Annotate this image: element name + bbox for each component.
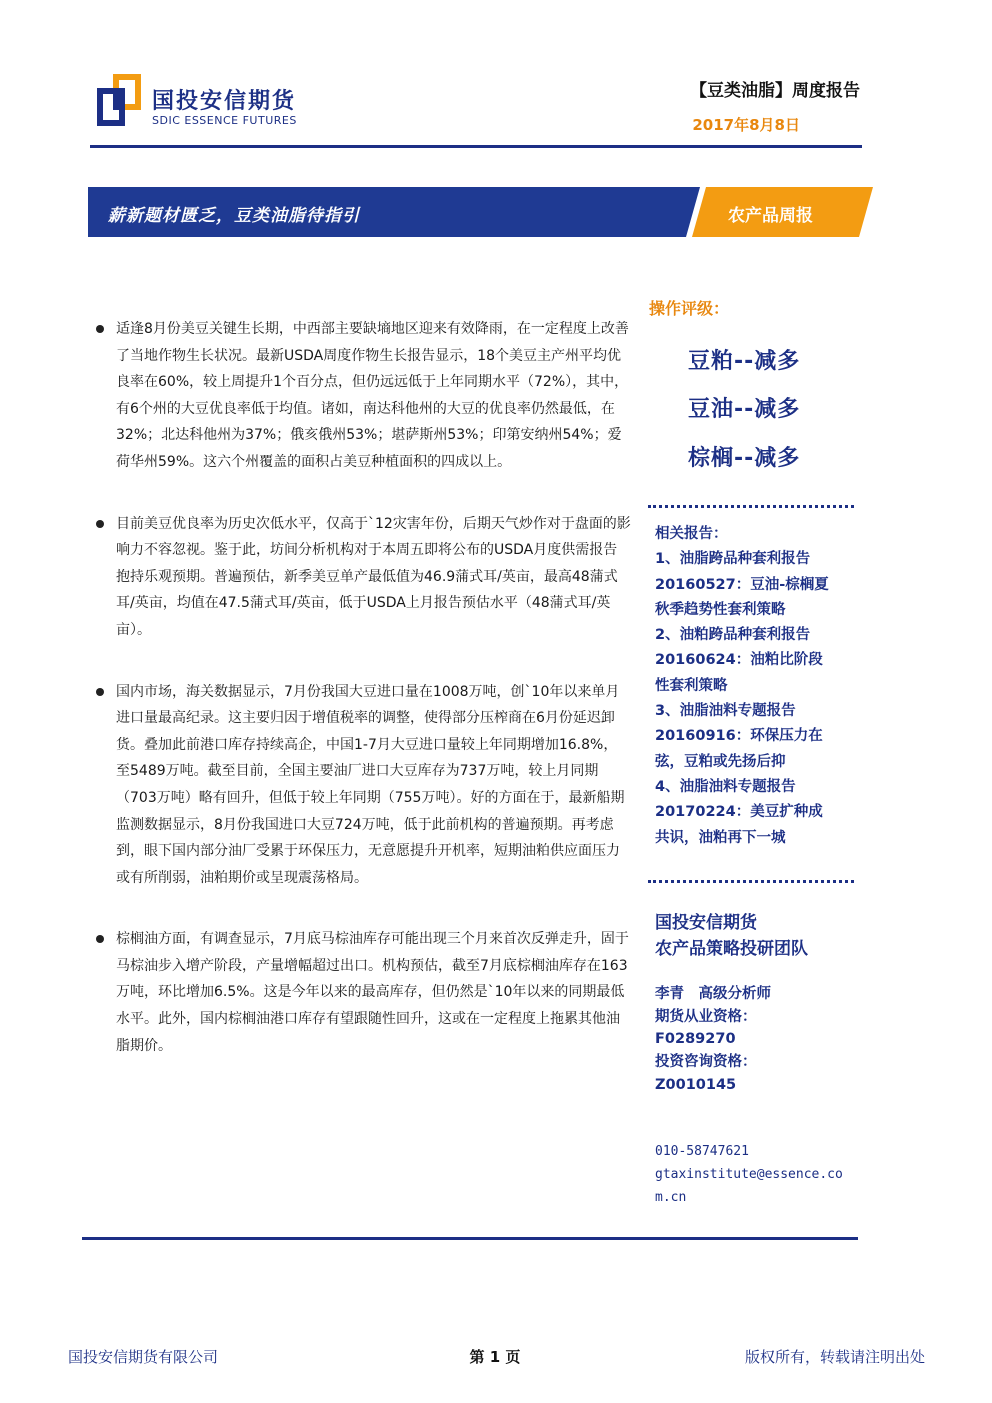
related-line: 秋季趋势性套利策略: [655, 601, 786, 618]
footer-divider: [82, 1237, 858, 1240]
paragraph-text: 目前美豆优良率为历史次低水平，仅高于`12灾害年份，后期天气炒作对于盘面的影响力不容忽视。鉴于此，坊间分析机构对于本周五即将公布的USDA月度供需报告抱持乐观预期。普遍预估，新季美豆单产最低值为46.9蒲式耳/英亩，最高48蒲式耳/英亩，均值在47.5蒲式耳/英亩，低于USDA上月报告预估水平（48蒲式耳/英亩）。: [116, 515, 631, 638]
related-line: 20160624：油粕比阶段: [655, 652, 823, 669]
related-line: 共识，油粕再下一城: [655, 829, 786, 846]
related-line: 1、油脂跨品种套利报告: [655, 551, 811, 568]
bullet-icon: [96, 935, 104, 943]
related-reports: [655, 522, 865, 851]
paragraph-text: 国内市场，海关数据显示，7月份我国大豆进口量在1008万吨，创`10年以来单月进口量最高纪录。这主要归因于增值税率的调整，使得部分压榨商在6月份延迟卸货。叠加此前港口库存持续高企，中国1-7月大豆进口量较上年同期增加16.8%，至5489万吨。截至目前，全国主要油厂进口大豆库存为737万吨，较上月同期（703万吨）略有回升，但低于较上年同期（755万吨）。好的方面在于，最新船期监测数据显示，8月份我国进口大豆724万吨，低于此前机构的普遍预期。再考虑到，眼下国内部分油厂受累于环保压力，无意愿提升开机率，短期油粕供应面压力或有所削弱，油粕期价或呈现震荡格局。: [116, 683, 625, 886]
email-address[interactable]: gtaxinstitute@essence.com.cn: [655, 1167, 843, 1205]
analyst-name: 李青 高级分析师: [655, 986, 771, 1002]
consulting-qualification-number: Z0010145: [655, 1076, 737, 1093]
rating-soyoil: 豆油--减多: [688, 397, 801, 422]
related-line: 性套利策略: [655, 677, 728, 694]
research-team: [655, 910, 808, 962]
paragraph-text: 适逢8月份美豆关键生长期，中西部主要缺墒地区迎来有效降雨，在一定程度上改善了当地作物生长状况。最新USDA周度作物生长报告显示，18个美豆主产州平均优良率在60%，较上周提升1个百分点，但仍远远低于上年同期水平（72%），其中，有6个州的大豆优良率低于均值。诸如，南达科他州的大豆的优良率仍然最低，在32%；北达科他州为37%；俄亥俄州53%；堪萨斯州53%；印第安纳州54%；爱荷华州59%。这六个州覆盖的面积占美豆种植面积的四成以上。: [116, 321, 629, 470]
main-content: [96, 316, 631, 1094]
phone-number: 010-58747621: [655, 1144, 749, 1159]
footer-copyright: 版权所有，转载请注明出处: [744, 1348, 925, 1366]
logo-english-name: SDIC ESSENCE FUTURES: [152, 114, 297, 127]
related-line: 2、油粕跨品种套利报告: [655, 627, 811, 644]
body-paragraph: [96, 679, 631, 892]
sidebar-divider: [648, 880, 854, 883]
team-name: 农产品策略投研团队: [655, 939, 808, 959]
related-line: 20160527：豆油-棕榈夏: [655, 576, 829, 593]
footer-company: 国投安信期货有限公司: [68, 1348, 219, 1366]
rating-soymeal: 豆粕--减多: [688, 349, 801, 374]
body-paragraph: [96, 316, 631, 476]
bullet-icon: [96, 688, 104, 696]
report-date: 2017年8月8日: [692, 116, 800, 134]
company-logo-icon: [97, 74, 141, 126]
logo-chinese-name: 国投安信期货: [152, 89, 297, 114]
futures-qualification-label: 期货从业资格：: [655, 1008, 757, 1025]
related-line: 20170224：美豆扩种成: [655, 804, 823, 821]
consulting-qualification-label: 投资咨询资格：: [655, 1054, 757, 1071]
bullet-icon: [96, 520, 104, 528]
report-title: 薪新题材匮乏，豆类油脂待指引: [108, 206, 360, 226]
analyst-info: [655, 983, 771, 1097]
report-type: 【豆类油脂】周度报告: [690, 81, 860, 101]
body-paragraph: [96, 511, 631, 644]
paragraph-text: 棕榈油方面，有调查显示，7月底马棕油库存可能出现三个月来首次反弹走升，固于马棕油步入增产阶段，产量增幅超过出口。机构预估，截至7月底棕榈油库存在163万吨，环比增加6.5%。这是今年以来的最高库存，但仍然是`10年以来的同期最低水平。此外，国内棕榈油港口库存有望跟随性回升，这或在一定程度上拖累其他油脂期价。: [116, 931, 629, 1054]
rating-palm: 棕榈--减多: [688, 446, 801, 471]
page-number: 第 1 页: [469, 1348, 521, 1366]
related-line: 弦，豆粕或先扬后抑: [655, 753, 786, 770]
bullet-icon: [96, 325, 104, 333]
contact-info: [655, 1140, 855, 1209]
report-category-tag: 农产品周报: [728, 206, 813, 226]
rating-heading: 操作评级：: [649, 299, 730, 318]
body-paragraph: [96, 926, 631, 1059]
related-line: 20160916：环保压力在: [655, 728, 823, 745]
related-heading: 相关报告：: [655, 526, 728, 542]
futures-qualification-number: F0289270: [655, 1031, 736, 1048]
related-line: 3、油脂油料专题报告: [655, 703, 796, 720]
related-line: 4、油脂油料专题报告: [655, 778, 796, 795]
sidebar-divider: [648, 505, 854, 508]
team-company: 国投安信期货: [655, 913, 757, 933]
header-divider: [90, 145, 862, 148]
